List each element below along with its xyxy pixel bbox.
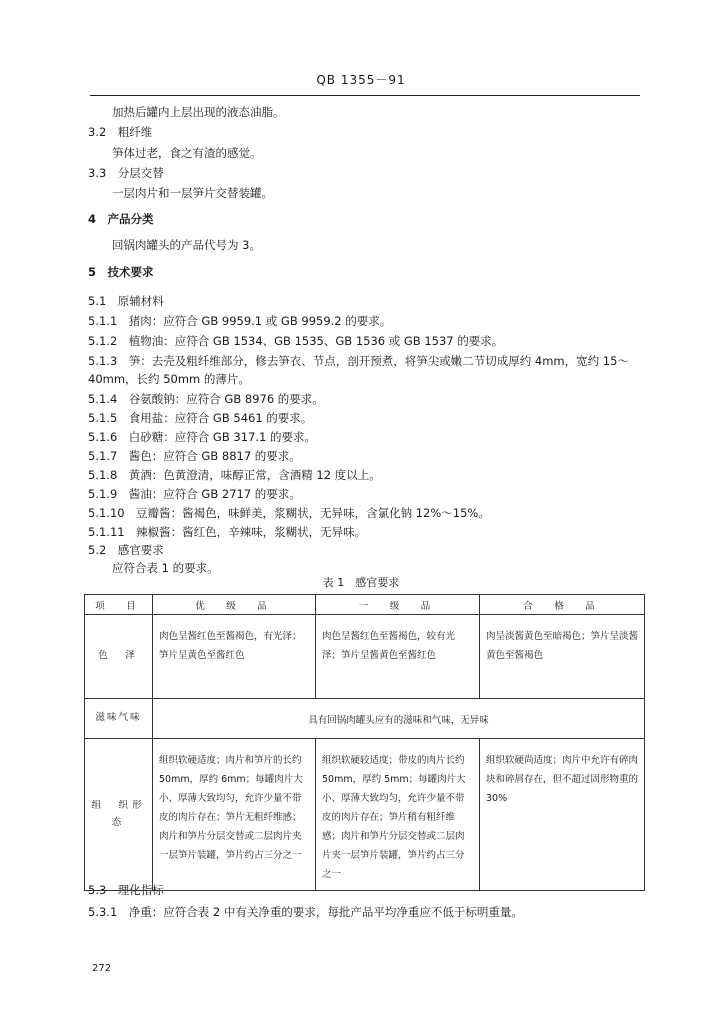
standard-code-header: QB 1355－91: [316, 73, 406, 87]
text-line: 5.3.1 净重：应符合表 2 中有关净重的要求，每批产品平均净重应不低于标明重量。: [88, 905, 523, 919]
table-cell: 组织软硬尚适度；肉片中允许有碎肉块和碎屑存在，但不超过固形物重的 30%: [480, 739, 645, 891]
text-line: 5.1.11 辣椒酱：酱红色，辛辣味，浆糊状，无异味。: [88, 525, 367, 539]
sensory-requirements-table: [84, 594, 645, 891]
text-line: 5.1 原辅材料: [88, 294, 164, 308]
text-line: 5.1.3 笋：去壳及粗纤维部分，修去笋衣、节点，剖开预煮，将笋尖或嫩二节切成厚约 4mm，宽约 15～: [88, 354, 629, 368]
text-line: 应符合表 1 的要求。: [112, 561, 219, 575]
text-line: 5.1.10 豆瓣酱：酱褐色，味鲜美，浆糊状，无异味，含氯化钠 12%～15%。: [88, 506, 490, 520]
text-line: 3.3 分层交替: [88, 166, 164, 180]
row-item-taste: [85, 699, 153, 739]
header-rule: [90, 95, 640, 96]
row-item-texture: 组 织形 态: [85, 739, 153, 891]
table-row-texture: [85, 739, 645, 891]
text-line: 5 技术要求: [88, 265, 154, 279]
text-line: 5.2 感官要求: [88, 543, 164, 557]
table-merged-cell: 具有回锅肉罐头应有的滋味和气味，无异味: [153, 699, 645, 739]
header-premium: 优 级 品: [153, 595, 316, 615]
text-line: 5.1.7 酱色：应符合 GB 8817 的要求。: [88, 449, 301, 463]
header-item: 项 目: [85, 595, 153, 615]
text-line: 一层肉片和一层笋片交替装罐。: [112, 186, 273, 200]
text-line: 5.1.9 酱油：应符合 GB 2717 的要求。: [88, 487, 301, 501]
text-line: 4 产品分类: [88, 212, 154, 226]
text-line: 5.1.6 白砂糖：应符合 GB 317.1 的要求。: [88, 430, 316, 444]
table-caption: 表 1 感官要求: [322, 576, 400, 589]
table-cell: 组织软硬较适度；带皮的肉片长约 50mm，厚约 5mm；每罐肉片大小、厚薄大致均匀，允许少量不带皮的肉片存在；笋片稍有粗纤维感；肉片和笋片分层交替或二层肉片夹一层笋片装罐，笋片约占三分之一: [316, 739, 480, 891]
table-cell: 组织软硬适度；肉片和笋片的长约 50mm，厚约 6mm；每罐肉片大小、厚薄大致均匀，允许少量不带皮的肉片存在；笋片无粗纤维感；肉片和笋片分层交替或二层肉片夹一层笋片装罐，笋片约占三分之一: [153, 739, 316, 891]
table-cell: 肉色呈酱红色至酱褐色，较有光泽；笋片呈酱黄色至酱红色: [316, 615, 480, 699]
text-line: 回锅肉罐头的产品代号为 3。: [112, 238, 261, 252]
text-line: 5.3 理化指标: [88, 883, 164, 897]
table-cell: 肉呈淡酱黄色至暗褐色；笋片呈淡酱黄色至酱褐色: [480, 615, 645, 699]
table-cell: 肉色呈酱红色至酱褐色，有光泽；笋片呈黄色至酱红色: [153, 615, 316, 699]
table-row-color: [85, 615, 645, 699]
text-line: 5.1.8 黄酒：色黄澄清，味醇正常，含酒精 12 度以上。: [88, 468, 381, 482]
text-line: 笋体过老，食之有渣的感觉。: [112, 146, 262, 160]
text-line: 5.1.2 植物油：应符合 GB 1534、GB 1535、GB 1536 或 GB 1537 的要求。: [88, 334, 504, 348]
text-line: 5.1.4 谷氨酸钠：应符合 GB 8976 的要求。: [88, 392, 324, 406]
header-qualified: 合 格 品: [480, 595, 645, 615]
taste-label: 滋味气味: [95, 712, 142, 724]
text-line: 40mm，长约 50mm 的薄片。: [88, 372, 250, 386]
table-header-row: [85, 595, 645, 615]
row-item-color: 色 泽: [85, 615, 153, 699]
text-line: 3.2 粗纤维: [88, 125, 153, 139]
header-first-grade: 一 级 品: [316, 595, 480, 615]
page-number: 272: [92, 963, 112, 974]
text-line: 5.1.1 猪肉：应符合 GB 9959.1 或 GB 9959.2 的要求。: [88, 314, 392, 328]
text-line: 5.1.5 食用盐：应符合 GB 5461 的要求。: [88, 411, 313, 425]
table-row-taste: [85, 699, 645, 739]
text-line: 加热后罐内上层出现的液态油脂。: [112, 105, 285, 119]
